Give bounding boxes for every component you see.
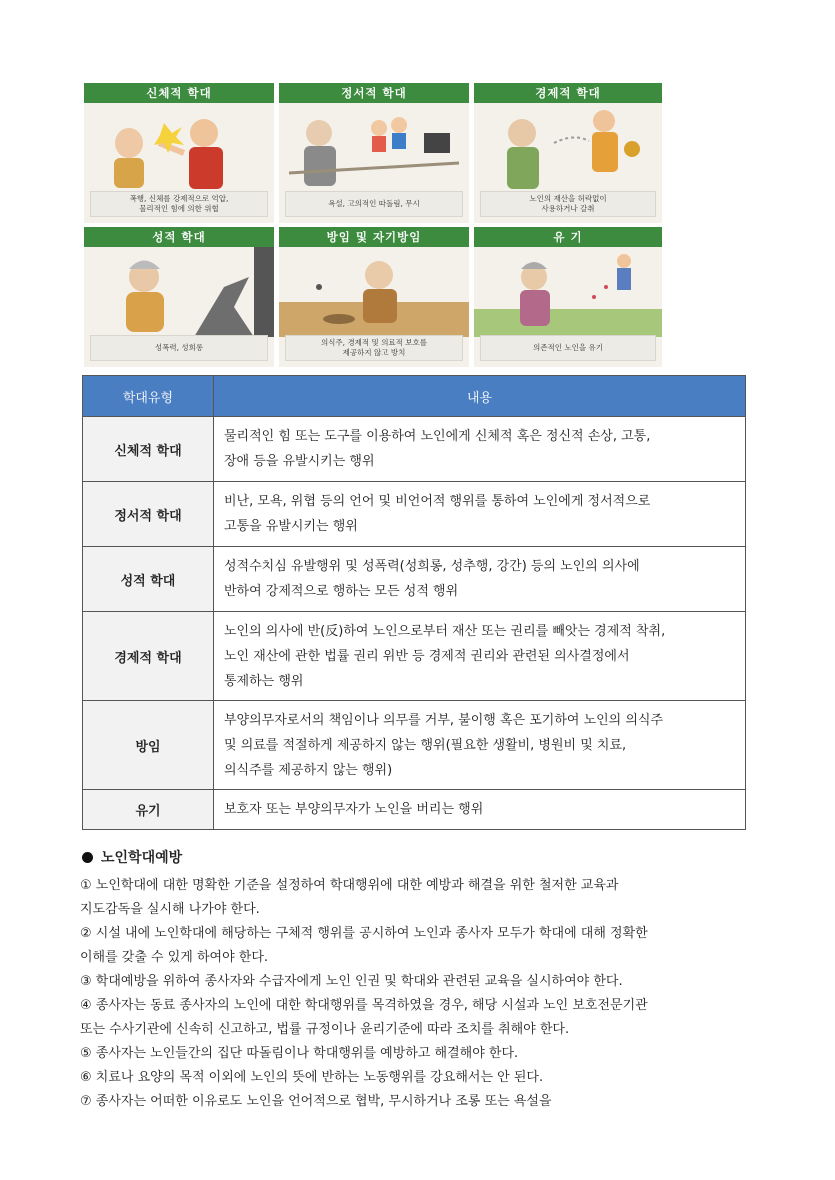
table-header-content: 내용 bbox=[214, 376, 746, 417]
list-item: ② 시설 내에 노인학대에 해당하는 구체적 행위를 공시하여 노인과 종사자 모두가 학대에 대해 정확한 이해를 갖출 수 있게 하여야 한다. bbox=[80, 926, 648, 965]
table-header-row bbox=[83, 376, 746, 417]
abuse-content-cell: 비난, 모욕, 위협 등의 언어 및 비언어적 행위를 통하여 노인에게 정서적으로 고통을 유발시키는 행위 bbox=[214, 482, 746, 547]
table-row bbox=[83, 417, 746, 482]
sexual-abuse-illustration bbox=[84, 247, 274, 337]
abuse-type-cell: 신체적 학대 bbox=[83, 417, 214, 482]
abuse-type-cell: 경제적 학대 bbox=[83, 612, 214, 701]
neglect-illustration bbox=[279, 247, 469, 337]
list-item: ③ 학대예방을 위하여 종사자와 수급자에게 노인 인권 및 학대와 관련된 교육을 실시하여야 한다. bbox=[80, 974, 623, 989]
abuse-content-cell: 노인의 의사에 반(反)하여 노인으로부터 재산 또는 권리를 빼앗는 경제적 착취, 노인 재산에 관한 법률 권리 위반 등 경제적 권리와 관련된 의사결정에서 통제하는 행위 bbox=[214, 612, 746, 701]
abuse-content-cell: 성적수치심 유발행위 및 성폭력(성희롱, 성추행, 강간) 등의 노인의 의사에 반하여 강제적으로 행하는 모든 성적 행위 bbox=[214, 547, 746, 612]
abuse-type-cell: 유기 bbox=[83, 790, 214, 830]
abuse-content-cell: 물리적인 힘 또는 도구를 이용하여 노인에게 신체적 혹은 정신적 손상, 고통, 장애 등을 유발시키는 행위 bbox=[214, 417, 746, 482]
panel-title: 방임 및 자기방임 bbox=[279, 227, 469, 247]
table-row bbox=[83, 790, 746, 830]
panel-caption: 의식주, 경제적 및 의료적 보호를 제공하지 않고 방치 bbox=[285, 335, 463, 361]
abuse-type-cell: 성적 학대 bbox=[83, 547, 214, 612]
panel-sexual-abuse bbox=[84, 227, 274, 367]
panel-caption: 의존적인 노인을 유기 bbox=[480, 335, 656, 361]
panel-title: 성적 학대 bbox=[84, 227, 274, 247]
panel-physical-abuse bbox=[84, 83, 274, 223]
list-item: ④ 종사자는 동료 종사자의 노인에 대한 학대행위를 목격하였을 경우, 해당 시설과 노인 보호전문기관 또는 수사기관에 신속히 신고하고, 법률 규정이나 윤리기준에 따라 조치를 취해야 한다. bbox=[80, 998, 648, 1037]
emotional-abuse-illustration bbox=[279, 103, 469, 193]
panel-emotional-abuse bbox=[279, 83, 469, 223]
table-row bbox=[83, 482, 746, 547]
panel-abandonment bbox=[474, 227, 662, 367]
abuse-content-cell: 보호자 또는 부양의무자가 노인을 버리는 행위 bbox=[214, 790, 746, 830]
panel-title: 신체적 학대 bbox=[84, 83, 274, 103]
prevention-list bbox=[80, 874, 760, 1114]
abandonment-illustration bbox=[474, 247, 662, 337]
list-item: ⑦ 종사자는 어떠한 이유로도 노인을 언어적으로 협박, 무시하거나 조롱 또는 욕설을 bbox=[80, 1094, 552, 1109]
panel-caption: 노인의 재산을 허락없이 사용하거나 갈취 bbox=[480, 191, 656, 217]
list-item: ① 노인학대에 대한 명확한 기준을 설정하여 학대행위에 대한 예방과 해결을 위한 철저한 교육과 지도감독을 실시해 나가야 한다. bbox=[80, 878, 619, 917]
prevention-heading bbox=[82, 847, 182, 867]
panel-caption: 성폭력, 성희롱 bbox=[90, 335, 268, 361]
physical-abuse-illustration bbox=[84, 103, 274, 193]
panel-caption: 욕설, 고의적인 따돌림, 무시 bbox=[285, 191, 463, 217]
panel-financial-abuse bbox=[474, 83, 662, 223]
abuse-type-cell: 방임 bbox=[83, 701, 214, 790]
panel-title: 유 기 bbox=[474, 227, 662, 247]
panel-caption: 폭행, 신체를 강제적으로 억압, 물리적인 힘에 의한 위협 bbox=[90, 191, 268, 217]
panel-title: 정서적 학대 bbox=[279, 83, 469, 103]
prevention-heading-text: 노인학대예방 bbox=[101, 850, 183, 866]
list-item: ⑤ 종사자는 노인들간의 집단 따돌림이나 학대행위를 예방하고 해결해야 한다. bbox=[80, 1046, 519, 1061]
abuse-content-cell: 부양의무자로서의 책임이나 의무를 거부, 불이행 혹은 포기하여 노인의 의식주 및 의료를 적절하게 제공하지 않는 행위(필요한 생활비, 병원비 및 치료, 의식주를 제공하지 않는 행위) bbox=[214, 701, 746, 790]
abuse-type-illustrations bbox=[84, 83, 664, 367]
table-header-type: 학대유형 bbox=[83, 376, 214, 417]
financial-abuse-illustration bbox=[474, 103, 662, 193]
list-item: ⑥ 치료나 요양의 목적 이외에 노인의 뜻에 반하는 노동행위를 강요해서는 안 된다. bbox=[80, 1070, 544, 1085]
panel-neglect bbox=[279, 227, 469, 367]
abuse-type-cell: 정서적 학대 bbox=[83, 482, 214, 547]
table-row bbox=[83, 547, 746, 612]
table-row bbox=[83, 612, 746, 701]
table-row bbox=[83, 701, 746, 790]
bullet-icon bbox=[82, 852, 93, 863]
abuse-types-table bbox=[82, 375, 746, 830]
panel-title: 경제적 학대 bbox=[474, 83, 662, 103]
